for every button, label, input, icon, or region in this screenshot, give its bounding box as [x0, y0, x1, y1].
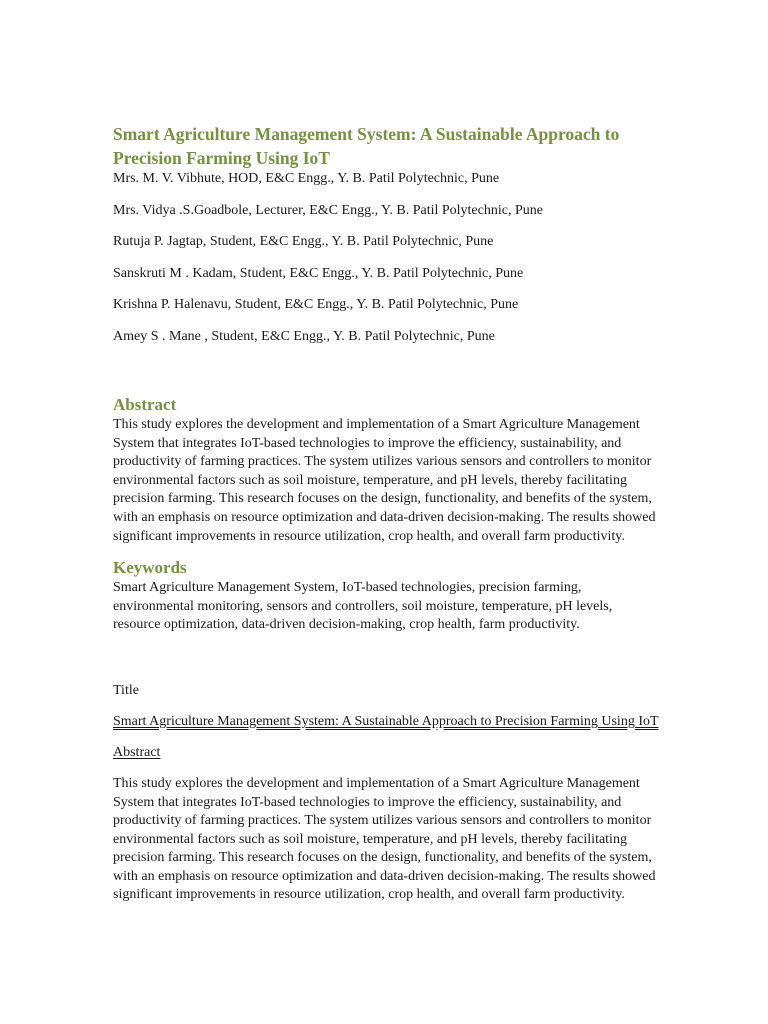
keywords-body: Smart Agriculture Management System, IoT-based technologies, precision farming, environmental monitoring, sensors and controllers, soil moisture, temperature, pH levels, resource optimization, data-driven decision-making, crop health, farm productivity. — [113, 580, 613, 633]
author-line: Sanskruti M . Kadam, Student, E&C Engg., Y. B. Patil Polytechnic, Pune — [113, 265, 524, 281]
title-label: Title — [113, 682, 139, 698]
abstract-heading: Abstract — [113, 394, 177, 414]
author-line: Mrs. M. V. Vibhute, HOD, E&C Engg., Y. B. Patil Polytechnic, Pune — [113, 171, 500, 186]
author-line: Mrs. Vidya .S.Goadbole, Lecturer, E&C Engg., Y. B. Patil Polytechnic, Pune — [113, 202, 543, 218]
author-line: Rutuja P. Jagtap, Student, E&C Engg., Y. B. Patil Polytechnic, Pune — [113, 234, 494, 250]
author-line: Krishna P. Halenavu, Student, E&C Engg., Y. B. Patil Polytechnic, Pune — [113, 297, 519, 313]
paper-title: Smart Agriculture Management System: A Sustainable Approach to Precision Farming Using IoT — [113, 124, 620, 168]
document-content — [113, 122, 658, 905]
abstract-repeat-body: This study explores the development and implementation of a Smart Agriculture Management System that integrates IoT-based technologies to improve the efficiency, sustainability, and productivity of farming practices. The system utilizes various sensors and controllers to monitor environmental factors such as soil moisture, temperature, and pH levels, thereby facilitating precision farming. This research focuses on the design, functionality, and benefits of the system, with an emphasis on resource optimization and data-driven decision-making. The results showed significant improvements in resource utilization, crop health, and overall farm productivity. — [113, 775, 656, 903]
abstract-label: Abstract — [113, 744, 161, 760]
abstract-body: This study explores the development and implementation of a Smart Agriculture Management System that integrates IoT-based technologies to improve the efficiency, sustainability, and productivity of farming practices. The system utilizes various sensors and controllers to monitor environmental factors such as soil moisture, temperature, and pH levels, thereby facilitating precision farming. This research focuses on the design, functionality, and benefits of the system, with an emphasis on resource optimization and data-driven decision-making. The results showed significant improvements in resource utilization, crop health, and overall farm productivity. — [113, 416, 656, 544]
author-list — [113, 170, 658, 346]
title-repeat: Smart Agriculture Management System: A Sustainable Approach to Precision Farming Using IoT — [113, 713, 659, 729]
author-line: Amey S . Mane , Student, E&C Engg., Y. B. Patil Polytechnic, Pune — [113, 328, 495, 344]
keywords-heading: Keywords — [113, 558, 187, 578]
